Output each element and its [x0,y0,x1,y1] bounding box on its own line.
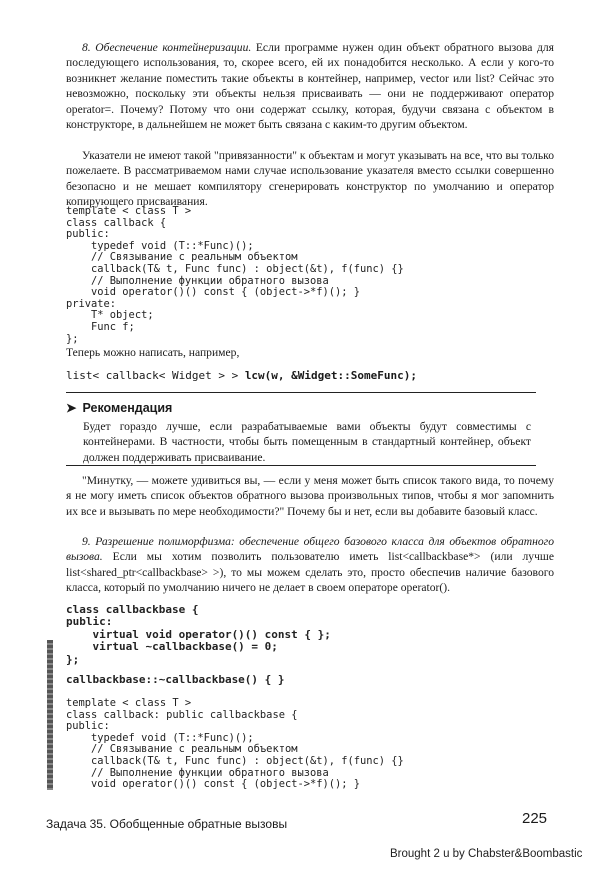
code1-line: private: [66,297,117,310]
code1-line: }; [66,332,79,345]
recommendation-body: Будет гораздо лучше, если разрабатываемые вами объекты будут совместимы с контейнерами. В частности, чтобы быть помещенным в стандартный контейнер, объект должен поддерживать присваивание. [83,420,531,464]
code1-line: Func f; [66,320,135,333]
code-line-destructor: callbackbase::~callbackbase() { } [66,673,285,686]
code2-line: }; [66,652,80,666]
code1-line: callback(T& t, Func func) : object(&t), f(func) {} [66,262,404,275]
recommendation-top-rule [66,392,536,393]
code4-line: callback(T& t, Func func) : object(&t), f(func) {} [66,754,404,767]
code1-line: void operator()() const { (object->*f)(); } [66,286,361,299]
example-code-bold: lcw(w, &Widget::SomeFunc); [244,369,417,382]
code4-line: typedef void (T::*Func)(); [66,731,254,744]
code4-line: void operator()() const { (object->*f)(); } [66,778,361,791]
code1-line: template < class T > [66,205,192,217]
code1-line: // Связывание с реальным объектом [66,251,298,264]
footer-title: Задача 35. Обобщенные обратные вызовы [46,817,288,831]
recommendation-bottom-rule [66,465,536,466]
watermark-text: Brought 2 u by Chabster&Boombastic [390,848,583,860]
code2-line: virtual ~callbackbase() = 0; [66,640,278,654]
arrow-icon: ➤ [66,401,77,415]
section-8-paragraph [66,40,554,132]
section-8-text: Если программе нужен один объект обратного вызова для последующего использования, то, скорее всего, ей их понадобится несколько. А если у кого-то возникнет желание поместить такие объекты в контейнер, например, vector или list? Сейчас это невозможно, поскольку эти объекты нельзя присваивать — они не поддерживают оператор operator=. Почему? Потому что они содержат ссылку, которая, будучи связана с объектом в конструкторе, в дальнейшем не может быть связана с каким-то другим объектом. [66,41,554,132]
minute-paragraph: "Минутку, — можете удивиться вы, — если у меня может быть список такого вида, то почему я не могу иметь список объектов обратного вызова произвольных типов, чтобы я мог запомнить их все и вызывать по мере необходимости?" Почему бы и нет, если вы добавите базовый класс. [66,474,554,518]
code4-line: template < class T > [66,697,192,709]
code2-line: virtual void operator()() const { }; [66,627,331,641]
example-code-prefix: list< callback< Widget > > [66,369,245,382]
code2-line: class callbackbase { [66,603,199,616]
pointers-paragraph: Указатели не имеют такой "привязанности" к объектам и могут указывать на все, что вы только пожелаете. В рассматриваемом нами случае использование указателя вместо ссылки совершенно безопасно и не мешает компилятору сгенерировать конструктор по умолчанию и оператор копирующего присваивания. [66,149,554,209]
code-block-callback-derived [66,698,566,791]
example-code-line [66,369,417,382]
code-block-callbackbase [66,604,566,666]
code2-line: public: [66,615,113,629]
code4-line: class callback: public callbackbase { [66,708,298,721]
code1-line: typedef void (T::*Func)(); [66,239,254,252]
margin-marker-bar [47,640,53,790]
section-9-text: Если мы хотим позволить пользователю иметь list<callbackbase*> (или лучше list<shared_ptr<callbackbase> >), то мы можем сделать это, просто обеспечив наличие базового класса, который по умолчанию ничего не делает в своем операторе operator(). [66,550,554,595]
recommendation-heading-text: Рекомендация [82,401,173,415]
now-write-line: Теперь можно написать, например, [66,346,240,359]
code4-line: public: [66,720,110,733]
code4-line: // Выполнение функции обратного вызова [66,766,329,779]
section-9-lead: 9. Разрешение полиморфизма: обеспечение общего базового класса для объектов обратного вызова. [66,535,554,564]
code1-line: T* object; [66,309,154,322]
code1-line: public: [66,228,110,241]
code-block-callback [66,206,566,345]
code4-line: // Связывание с реальным объектом [66,743,298,756]
page-number: 225 [522,810,548,827]
recommendation-heading [66,400,172,415]
section-8-lead: 8. Обеспечение контейнеризации. [82,41,252,54]
code1-line: class callback { [66,216,167,229]
section-9-paragraph [66,534,554,596]
code1-line: // Выполнение функции обратного вызова [66,274,329,287]
